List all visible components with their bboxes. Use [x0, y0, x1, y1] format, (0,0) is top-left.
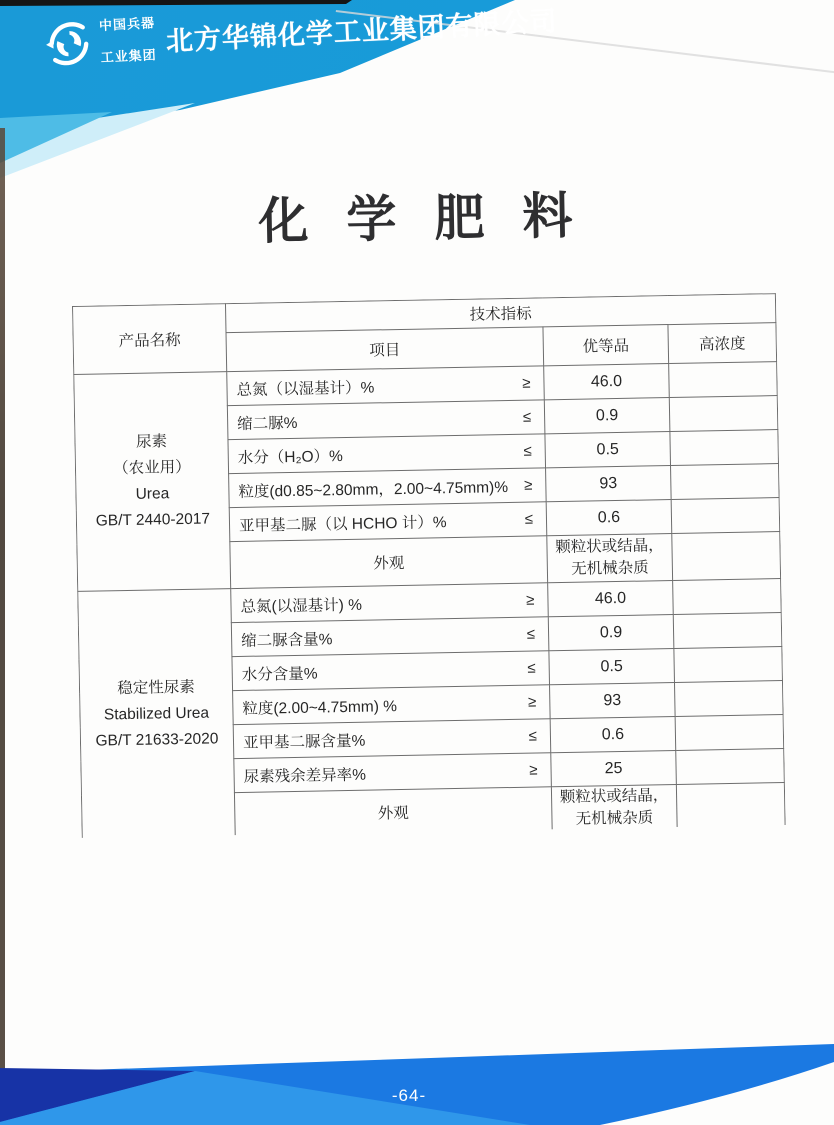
- col-header-premium: 优等品: [543, 325, 669, 366]
- relation-symbol: ≥: [523, 476, 533, 494]
- relation-symbol: ≤: [523, 442, 532, 460]
- high-concentration-value: [675, 715, 784, 751]
- premium-value: 0.5: [549, 649, 675, 685]
- item-label: 缩二脲%: [237, 414, 298, 433]
- high-concentration-value: [674, 681, 783, 717]
- col-header-high-concentration: 高浓度: [668, 323, 777, 364]
- relation-symbol: ≥: [527, 693, 537, 711]
- spec-table-wrap: [72, 293, 786, 838]
- logo-line1: 中国兵器: [98, 15, 156, 34]
- high-concentration-value: [673, 579, 782, 615]
- high-concentration-value: [676, 749, 785, 785]
- product-cell-urea: 尿素 （农业用） Urea GB/T 2440-2017: [74, 372, 231, 592]
- premium-value: 25: [551, 750, 677, 786]
- high-concentration-value: [673, 613, 782, 649]
- premium-value: 93: [546, 466, 672, 502]
- relation-symbol: ≤: [524, 510, 534, 528]
- relation-symbol: ≥: [526, 591, 535, 609]
- premium-value: 46.0: [544, 364, 670, 400]
- high-concentration-value: [674, 647, 783, 683]
- relation-symbol: ≤: [527, 659, 536, 677]
- spec-table: [72, 293, 786, 838]
- appearance-label: 外观: [230, 536, 548, 589]
- col-header-tech-index: 技术指标: [225, 294, 775, 333]
- high-concentration-value: [671, 498, 780, 534]
- item-label: 尿素残余差异率%: [243, 766, 367, 786]
- item-label: 总氮(以湿基计) %: [240, 596, 363, 616]
- relation-symbol: ≤: [528, 727, 538, 745]
- appearance-label: 外观: [234, 787, 552, 838]
- item-label: 亚甲基二脲含量%: [242, 732, 366, 752]
- company-name: 北方华锦化学工业集团有限公司: [165, 5, 559, 57]
- premium-value: 0.6: [550, 716, 676, 752]
- high-concentration-value: [676, 783, 785, 830]
- item-label: 缩二脲含量%: [241, 630, 333, 650]
- premium-value: 93: [550, 682, 676, 718]
- page-number: -64-: [391, 1086, 427, 1105]
- relation-symbol: ≥: [522, 374, 531, 392]
- appearance-value: 颗粒状或结晶， 无机械杂质: [551, 784, 677, 831]
- col-header-product-name: 产品名称: [72, 304, 226, 375]
- premium-value: 0.6: [546, 500, 672, 536]
- item-label: 亚甲基二脲（以 HCHO 计）%: [238, 513, 447, 535]
- appearance-value: 颗粒状或结晶， 无机械杂质: [547, 534, 673, 583]
- item-label: 粒度(d0.85~2.80mm，2.00~4.75mm)%: [238, 478, 509, 501]
- page-title: 化学肥料: [257, 187, 611, 250]
- logo-line2: 工业集团: [100, 47, 158, 66]
- footer-graphic: [0, 1040, 834, 1125]
- premium-value: 46.0: [548, 581, 674, 617]
- item-label: 粒度(2.00~4.75mm) %: [242, 697, 398, 718]
- relation-symbol: ≤: [522, 408, 532, 426]
- premium-value: 0.9: [548, 615, 674, 651]
- high-concentration-value: [669, 396, 778, 432]
- high-concentration-value: [671, 464, 780, 500]
- high-concentration-value: [670, 430, 779, 466]
- premium-value: 0.5: [545, 432, 671, 468]
- item-label: 总氮（以湿基计）%: [236, 378, 375, 399]
- col-header-item: 项目: [226, 327, 544, 372]
- premium-value: 0.9: [544, 398, 670, 434]
- item-label: 水分（H₂O）%: [237, 447, 344, 467]
- item-label: 水分含量%: [241, 665, 318, 684]
- product-cell-stabilized-urea: 稳定性尿素 Stabilized Urea GB/T 21633-2020: [78, 589, 236, 838]
- relation-symbol: ≤: [526, 625, 536, 643]
- high-concentration-value: [669, 362, 778, 398]
- high-concentration-value: [672, 532, 781, 581]
- relation-symbol: ≥: [529, 761, 538, 779]
